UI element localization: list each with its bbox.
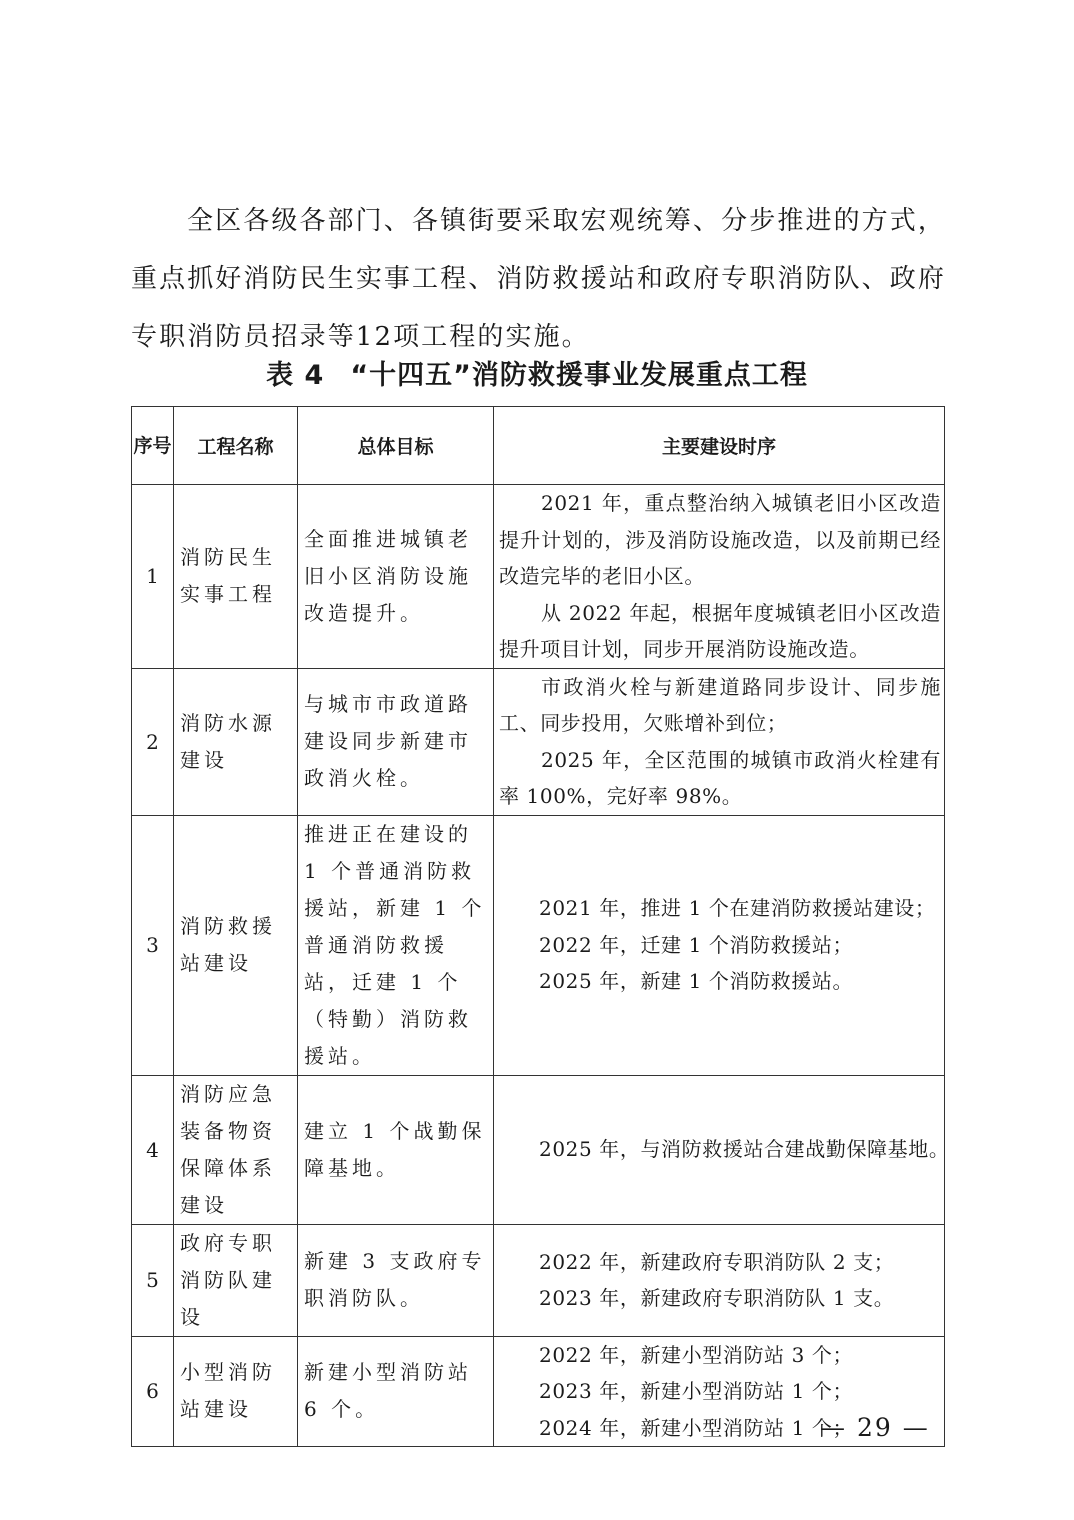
header-schedule: 主要建设时序 xyxy=(494,407,945,485)
table-row xyxy=(132,485,945,669)
project-goal: 推进正在建设的 1 个普通消防救援站，新建 1 个普通消防救援站，迁建 1 个（特勤）消防救援站。 xyxy=(298,815,494,1075)
header-index: 序号 xyxy=(132,407,174,485)
row-index: 2 xyxy=(132,668,174,815)
row-index: 5 xyxy=(132,1224,174,1336)
schedule-entry: 2021 年，重点整治纳入城镇老旧小区改造提升计划的，涉及消防设施改造，以及前期已经改造完毕的老旧小区。 xyxy=(499,491,941,588)
project-name: 消防救援站建设 xyxy=(174,815,298,1075)
schedule-entry: 2023 年，新建政府专职消防队 1 支。 xyxy=(539,1286,895,1310)
table-row xyxy=(132,1224,945,1336)
schedule-entry: 市政消火栓与新建道路同步设计、同步施工、同步投用，欠账增补到位； xyxy=(499,674,941,735)
project-name: 小型消防站建设 xyxy=(174,1336,298,1447)
schedule-entry: 2025 年，全区范围的城镇市政消火栓建有率 100%，完好率 98%。 xyxy=(499,747,941,808)
schedule-entry: 2025 年，与消防救援站合建战勤保障基地。 xyxy=(539,1137,950,1162)
table-title xyxy=(131,353,943,392)
project-goal: 建立 1 个战勤保障基地。 xyxy=(298,1075,494,1224)
schedule-entry: 2022 年，新建小型消防站 3 个； xyxy=(539,1342,854,1367)
row-index: 1 xyxy=(132,485,174,669)
project-schedule xyxy=(494,1224,945,1336)
header-goal: 总体目标 xyxy=(298,407,494,485)
project-schedule xyxy=(494,485,945,669)
schedule-entry: 2025 年，新建 1 个消防救援站。 xyxy=(539,969,854,994)
table-row xyxy=(132,1075,945,1224)
project-schedule xyxy=(494,668,945,815)
table-row xyxy=(132,815,945,1075)
project-name: 消防水源建设 xyxy=(174,668,298,815)
header-name: 工程名称 xyxy=(174,407,298,485)
row-index: 3 xyxy=(132,815,174,1075)
table-row xyxy=(132,668,945,815)
project-goal: 与城市市政道路建设同步新建市政消火栓。 xyxy=(298,668,494,815)
project-name: 政府专职消防队建设 xyxy=(174,1224,298,1336)
schedule-entry: 2023 年，新建小型消防站 1 个； xyxy=(539,1379,854,1403)
row-index: 6 xyxy=(132,1336,174,1447)
table-caption: “十四五”消防救援事业发展重点工程 xyxy=(350,360,808,391)
intro-paragraph: 全区各级各部门、各镇街要采取宏观统筹、分步推进的方式，重点抓好消防民生实事工程、消防救援站和政府专职消防队、政府专职消防员招录等12项工程的实施。 xyxy=(131,206,946,352)
project-schedule xyxy=(494,1075,950,1224)
schedule-entry: 2021 年，推进 1 个在建消防救援站建设； xyxy=(539,896,936,921)
project-goal: 全面推进城镇老旧小区消防设施改造提升。 xyxy=(298,485,494,669)
project-name: 消防民生实事工程 xyxy=(174,485,298,669)
project-name: 消防应急装备物资保障体系建设 xyxy=(174,1075,298,1224)
table-number: 表 4 xyxy=(266,360,325,391)
page-number: — 29 — xyxy=(820,1413,930,1442)
schedule-entry: 2024 年，新建小型消防站 1 个； xyxy=(539,1415,854,1440)
row-index: 4 xyxy=(132,1075,174,1224)
project-goal: 新建 3 支政府专职消防队。 xyxy=(298,1224,494,1336)
projects-table xyxy=(131,406,950,1447)
schedule-entry: 2022 年，新建政府专职消防队 2 支； xyxy=(539,1249,895,1274)
schedule-entry: 2022 年，迁建 1 个消防救援站； xyxy=(539,932,854,957)
project-goal: 新建小型消防站 6 个。 xyxy=(298,1336,494,1447)
table-header-row xyxy=(132,407,945,485)
schedule-entry: 从 2022 年起，根据年度城镇老旧小区改造提升项目计划，同步开展消防设施改造。 xyxy=(499,600,941,661)
project-schedule xyxy=(494,815,945,1075)
